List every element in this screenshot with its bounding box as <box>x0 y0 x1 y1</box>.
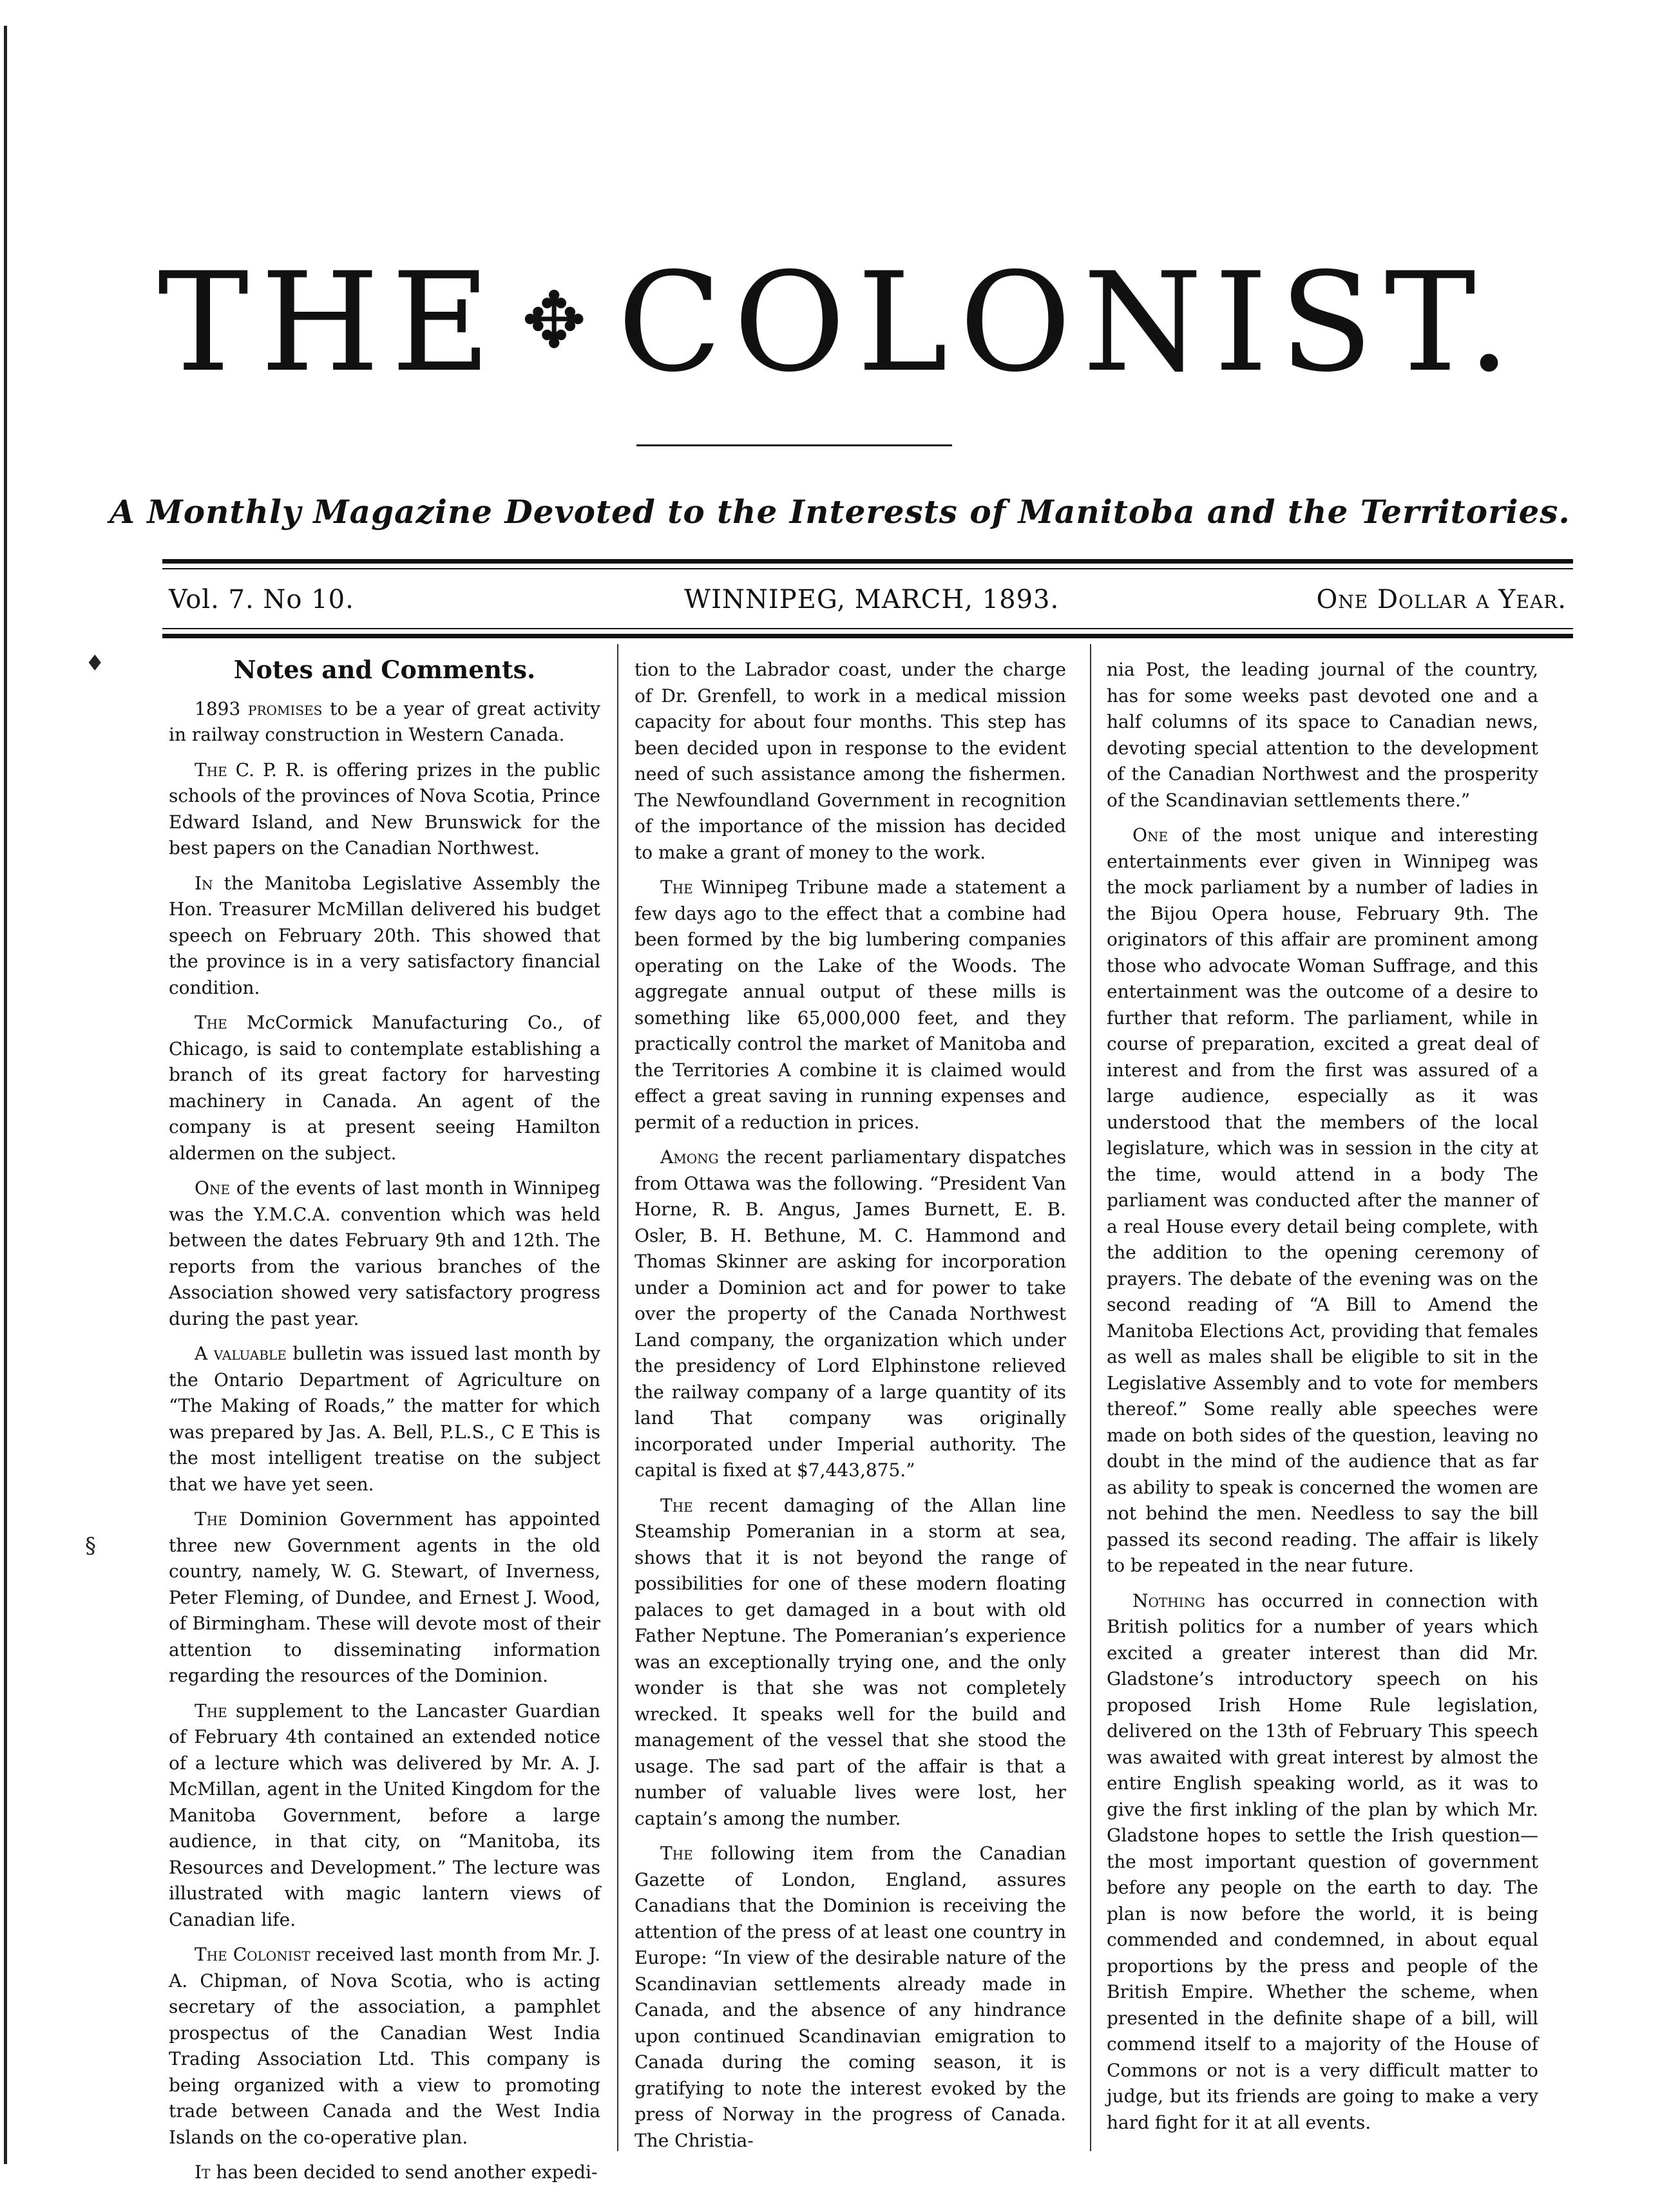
section-heading: Notes and Comments. <box>233 655 536 684</box>
article-paragraph <box>1107 822 1538 1579</box>
title-the: THE <box>157 243 502 402</box>
volume-number: Vol. 7. No 10. <box>169 585 354 614</box>
article-paragraph <box>169 696 600 748</box>
article-paragraph <box>1107 1588 1538 2136</box>
margin-mark: § <box>85 1533 96 1559</box>
article-paragraph <box>169 1698 600 1934</box>
column-divider-1 <box>617 644 618 2151</box>
paragraph-lead: One <box>195 1177 231 1199</box>
article-paragraph <box>169 1010 600 1166</box>
article-paragraph <box>635 1493 1066 1832</box>
column-2 <box>635 657 1066 2163</box>
paragraph-text: following item from the Canadian Gazette of London, England, assures Canadians that the Dominion is receiving the attention of the press of at least one country in Europe: “In view of the desirable nature of the Scandinavian settlements already made in Canada, and the absence of any hindrance upon continued Scandinavian emigration to Canada during the coming season, it is gratifying to note the interest evoked by the press of Norway in the progress of Canada. The Christia- <box>635 1843 1066 2151</box>
article-paragraph <box>635 1145 1066 1484</box>
paragraph-text: the Manitoba Legislative Assembly the Hon. Treasurer McMillan delivered his budget speech on February 20th. This showed that the province is in a very satisfactory financial condition. <box>169 872 600 998</box>
ornament-icon: ✥ <box>521 276 598 366</box>
paragraph-lead: The <box>195 759 227 781</box>
article-paragraph <box>169 871 600 1002</box>
header-rule-top-thin <box>162 568 1573 569</box>
paragraph-lead: Among <box>660 1146 719 1168</box>
paragraph-lead: The <box>195 1508 227 1530</box>
paragraph-lead: 1893 promises <box>195 698 323 719</box>
paragraph-text: bulletin was issued last month by the Ontario Department of Agriculture on “The Making of Roads,” the matter for which was prepared by Jas. A. Bell, P.L.S., C E This is the most intelligent treatise on the subject that we have yet seen. <box>169 1343 600 1495</box>
paragraph-text: has been decided to send another expedi- <box>210 2162 598 2183</box>
article-paragraph <box>169 1341 600 1497</box>
paragraph-text: McCormick Manufacturing Co., of Chicago, is said to contemplate establishing a branch of its great factory for harvesting machinery in Canada. An agent of the company is at present seeing Hamilton aldermen on the subject. <box>169 1012 600 1164</box>
paragraph-text: of the events of last month in Winnipeg was the Y.M.C.A. convention which was held between the dates February 9th and 12th. The reports from the various branches of the Association showed very satisfactory progress during the past year. <box>169 1177 600 1329</box>
article-paragraph <box>169 2160 600 2186</box>
paragraph-text: Winnipeg Tribune made a statement a few days ago to the effect that a combine had been formed by the big lumbering companies operating on the Lake of the Woods. The aggregate annual output of these mills is something like 65,000,000 feet, and they practically control the market of Manitoba and the Territories A combine it is claimed would effect a great saving in running expenses and permit of a reduction in prices. <box>635 877 1066 1133</box>
masthead <box>0 243 1680 402</box>
paragraph-text: has occurred in connection with British politics for a number of years which excited a greater interest than did Mr. Gladstone’s introductory speech on his proposed Irish Home Rule legislation, delivered on the 13th of February This speech was awaited with great interest by almost the entire English speaking world, as it was to give the first inkling of the plan by which Mr. Gladstone hopes to settle the Irish question—the most important question of government before any people on the earth to day. The plan is now before the world, it is being commended and condemned, in about equal proportions by the press and people of the British Empire. Whether the scheme, when presented in the definite shape of a bill, will commend itself to a majority of the House of Commons or not is a very difficult matter to judge, but its friends are going to make a very hard fight for it at all events. <box>1107 1590 1538 2133</box>
article-paragraph <box>169 1942 600 2151</box>
paragraph-lead: A valuable <box>195 1343 287 1364</box>
paragraph-lead: Nothing <box>1132 1590 1206 1611</box>
paragraph-lead: The <box>660 877 693 898</box>
paragraph-text: to be a year of great activity in railway construction in Western Canada. <box>169 698 600 745</box>
place-date: WINNIPEG, MARCH, 1893. <box>684 585 1060 614</box>
margin-mark: ♦ <box>85 651 105 676</box>
header-rule-top <box>162 559 1573 564</box>
paragraph-lead: The <box>195 1700 227 1722</box>
paragraph-lead: The Colonist <box>195 1944 310 1965</box>
paragraph-text: C. P. R. is offering prizes in the public schools of the provinces of Nova Scotia, Prince Edward Island, and New Brunswick for the best papers on the Canadian Northwest. <box>169 759 600 859</box>
column-3 <box>1107 657 1538 2145</box>
paragraph-text: Dominion Government has appointed three new Government agents in the old country, namely, W. G. Stewart, of Inverness, Peter Fleming, of Dundee, and Ernest J. Wood, of Birmingham. These will devote most of their attention to disseminating information regarding the resources of the Dominion. <box>169 1508 600 1686</box>
article-paragraph <box>635 875 1066 1136</box>
title-underline <box>636 444 952 446</box>
article-paragraph <box>169 1175 600 1332</box>
paragraph-text: supplement to the Lancaster Guardian of February 4th contained an extended notice of a lecture which was delivered by Mr. A. J. McMillan, agent in the United Kingdom for the Manitoba Government, before a large audience, in that city, on “Manitoba, its Resources and Development.” The lecture was illustrated with magic lantern views of Canadian life. <box>169 1700 600 1930</box>
paragraph-text: of the most unique and interesting entertainments ever given in Winnipeg was the mock parliament by a number of ladies in the Bijou Opera house, February 9th. The originators of this affair are prominent among those who advocate Woman Suffrage, and this entertainment was the outcome of a desire to further that reform. The parliament, while in course of preparation, excited a great deal of interest and from the first was assured of a large audience, especially as it was understood that the members of the local legislature, which was in session in the city at the time, would attend in a body The parliament was conducted after the manner of a real House every detail being complete, with the addition to the opening ceremony of prayers. The debate of the evening was on the second reading of “A Bill to Amend the Manitoba Elections Act, providing that females as well as males shall be eligible to sit in the Legislative Assembly and to vote for members thereof.” Some really able speeches were made on both sides of the question, leaving no doubt in the mind of the audience that as far as ability to speak is concerned the women are not behind the men. Needless to say the bill passed its second reading. The affair is likely to be repeated in the near future. <box>1107 824 1538 1576</box>
article-paragraph <box>635 1841 1066 2154</box>
column-divider-2 <box>1090 644 1091 2151</box>
masthead-subtitle: A Monthly Magazine Devoted to the Interests of Manitoba and the Territories. <box>110 493 1570 531</box>
paragraph-text: received last month from Mr. J. A. Chipman, of Nova Scotia, who is acting secretary of the association, a pamphlet prospectus of the Canadian West India Trading Association Ltd. This company is being organized with a view to promoting trade between Canada and the West India Islands on the co-operative plan. <box>169 1944 600 2148</box>
article-paragraph <box>1107 657 1538 813</box>
paragraph-text: the recent parliamentary dispatches from Ottawa was the following. “President Van Horne, R. B. Angus, James Burnett, E. B. Osler, B. H. Bethune, M. C. Hammond and Thomas Skinner are asking for incorporation under a Dominion act and for power to take over the property of the Canada Northwest Land company, the organization which under the presidency of Lord Elphinstone relieved the railway company of a large quantity of its land That company was originally incorporated under Imperial authority. The capital is fixed at $7,443,875.” <box>635 1146 1066 1481</box>
paragraph-lead: The <box>660 1843 693 1864</box>
article-paragraph <box>169 1506 600 1689</box>
header-rule-bottom-thin <box>162 628 1573 629</box>
header-rule-bottom <box>162 634 1573 638</box>
paragraph-text: recent damaging of the Allan line Steamship Pomeranian in a storm at sea, shows that it is not beyond the range of possibilities for one of these modern floating palaces to get damaged in a bout with old Father Neptune. The Pomeranian’s experience was an exceptionally trying one, and the only wonder is that she was not completely wrecked. It speaks well for the build and management of the vessel that she stood the usage. The sad part of the affair is that a number of valuable lives were lost, her captain’s among the number. <box>635 1494 1066 1829</box>
paragraph-lead: The <box>660 1494 693 1516</box>
paragraph-lead: The <box>195 1012 227 1033</box>
issue-line <box>169 585 1567 623</box>
paragraph-text: nia Post, the leading journal of the country, has for some weeks past devoted one and a half columns of its space to Canadian news, devoting special attention to the development of the Canadian Northwest and the prosperity of the Scandinavian settlements there.” <box>1107 659 1538 811</box>
title-colonist: COLONIST. <box>617 243 1523 402</box>
masthead-title <box>0 243 1680 402</box>
column-1 <box>169 657 600 2195</box>
subscription-price: One Dollar a Year. <box>1316 585 1567 614</box>
paragraph-lead: In <box>195 872 213 894</box>
paragraph-lead: It <box>195 2162 211 2183</box>
article-paragraph <box>635 657 1066 866</box>
paragraph-lead: One <box>1132 824 1169 846</box>
paragraph-text: tion to the Labrador coast, under the charge of Dr. Grenfell, to work in a medical mission capacity for about four months. This step has been decided upon in response to the evident need of such assistance among the fishermen. The Newfoundland Government in recognition of the importance of the mission has decided to make a grant of money to the work. <box>635 659 1066 863</box>
article-paragraph <box>169 757 600 862</box>
